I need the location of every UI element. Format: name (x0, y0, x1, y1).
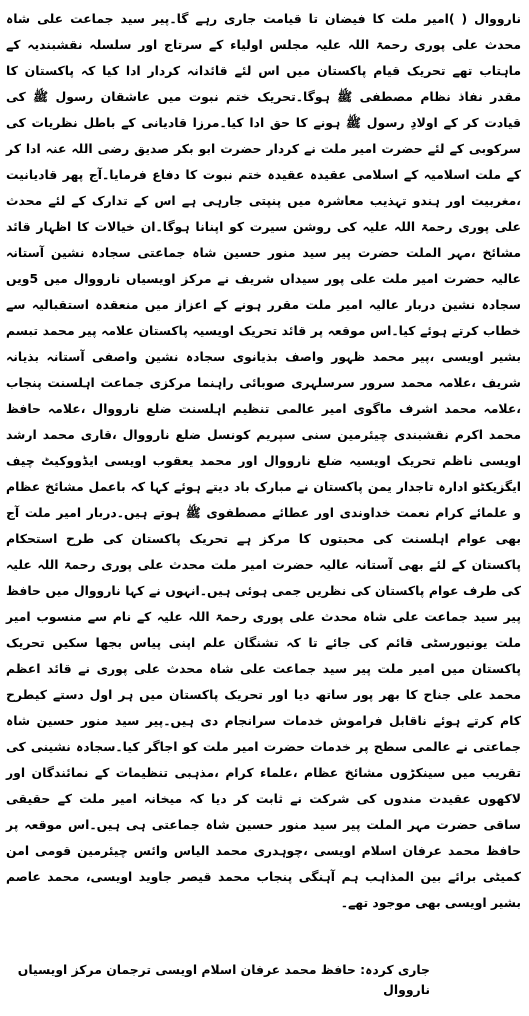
article-headline: نارووال ( )امیر ملت کا فیضان تا قیامت جاری رہے گا۔پیر سید جماعت علی شاہ (6, 11, 521, 26)
article-body: محدث علی پوری رحمۃ اللہ علیہ مجلس اولیاء کے سرتاج اور سلسلہ نقشبندیہ کے ماہتاب تھے تحریک قیام پاکستان میں اس لئے قائدانہ کردار ادا کیا کہ پاکستان کا مقدر نفاذ نظام مصطفی ﷺ ہوگا۔تحریک ختم نبوت میں عاشقان رسول ﷺ کی قیادت کر کے اولادِ رسول ﷺ ہونے کا حق ادا کیا۔مرزا قادیانی کے باطل نظریات کی سرکوبی کے لئے حضرت امیر ملت نے کردار حضرت ابو بکر صدیق رضی اللہ عنہ ادا کر کے ملت اسلامیہ کے اسلامی عقیدہ عقیدہ ختم نبوت کا دفاع فرمایا۔آج پھر قادیانیت ،مغربیت اور ہندو تہذیب معاشرہ میں پنپتی جارہی ہے اس کے تدارک کے لئے محدث علی پوری رحمۃ اللہ علیہ کی روشن سیرت کو اپنانا ہوگا۔ان خیالات کا اظہار قائد مشائخ ،مہر الملت حضرت پیر سید منور حسین شاہ جماعتی سجادہ نشین آستانہ عالیہ حضرت امیر ملت علی پور سیداں شریف نے مرکز اویسیاں نارووال میں 5ویں سجادہ نشین دربار عالیہ امیر ملت مقرر ہونے کے اعزاز میں منعقدہ استقبالیہ سے خطاب کرتے ہوئے کیا۔اس موقعہ پر قائد تحریک اویسیہ پاکستان علامہ پیر محمد تبسم بشیر اویسی ،پیر محمد ظہور واصف بذیانوی سجادہ نشین واصفی آستانہ بذیانہ شریف ،علامہ محمد سرور سرسلہری صوبائی راہنما مرکزی جماعت اہلسنت پنجاب ،علامہ محمد اشرف ماگوی امیر عالمی تنظیم اہلسنت ضلع نارووال ،علامہ حافظ محمد اکرم نقشبندی چیئرمین سنی سپریم کونسل ضلع نارووال ،قاری محمد ارشد اویسی ناظم تحریک اویسیہ ضلع نارووال اور محمد یعقوب اویسی ایڈووکیٹ چیف ایگزیکٹو ادارہ تاجدار یمن پاکستان نے مبارک باد دیتے ہوئے کہا کہ باعمل مشائخ عظام و علمائے کرام نعمت خداوندی اور عطائے مصطفوی ﷺ ہوتے ہیں۔دربار امیر ملت آج بھی عوام اہلسنت کی محبتوں کا مرکز ہے تحریک پاکستان کی طرح استحکام پاکستان کے لئے بھی آستانہ عالیہ حضرت امیر ملت محدث علی پوری رحمۃ اللہ علیہ کی طرف عوام پاکستان کی نظریں جمی ہوئی ہیں۔انہوں نے کہا نارووال میں حافظ پیر سید جماعت علی شاہ محدث علی پوری رحمۃ اللہ علیہ کے نام سے منسوب امیر ملت یونیورسٹی قائم کی جائے تا کہ تشنگان علم اپنی پیاس بجھا سکیں تحریک پاکستان میں امیر ملت پیر سید جماعت علی شاہ محدث علی پوری نے قائد اعظم محمد علی جناح کا بھر پور ساتھ دیا اور تحریک پاکستان میں ہر اول دستے کیطرح کام کرتے ہوئے ناقابل فراموش خدمات سرانجام دی ہیں۔پیر سید منور حسین شاہ جماعتی نے عالمی سطح پر خدمات حضرت امیر ملت کو اجاگر کیا۔سجادہ نشینی کی تقریب میں سینکڑوں مشائخ عظام ،علماء کرام ،مذہبی تنظیمات کے نمائندگان اور لاکھوں عقیدت مندوں کی شرکت نے ثابت کر دیا کہ میخانہ امیر ملت کے حقیقی ساقی حضرت مہر الملت پیر سید منور حسین شاہ جماعتی ہی ہیں۔اس موقعہ پر حافظ محمد عرفان اسلام اویسی ،چوہدری محمد الیاس وائس چیئرمین قومی امن کمیٹی برائے بین المذاہب ہم آہنگی پنجاب محمد قیصر جاوید اویسی، محمد عاصم بشیر اویسی بھی موجود تھے۔ (6, 37, 521, 910)
issuer-credit: جاری کردہ: حافظ محمد عرفان اسلام اویسی ترجمان مرکز اویسیاں نارووال (17, 962, 430, 997)
article-text (6, 6, 521, 916)
